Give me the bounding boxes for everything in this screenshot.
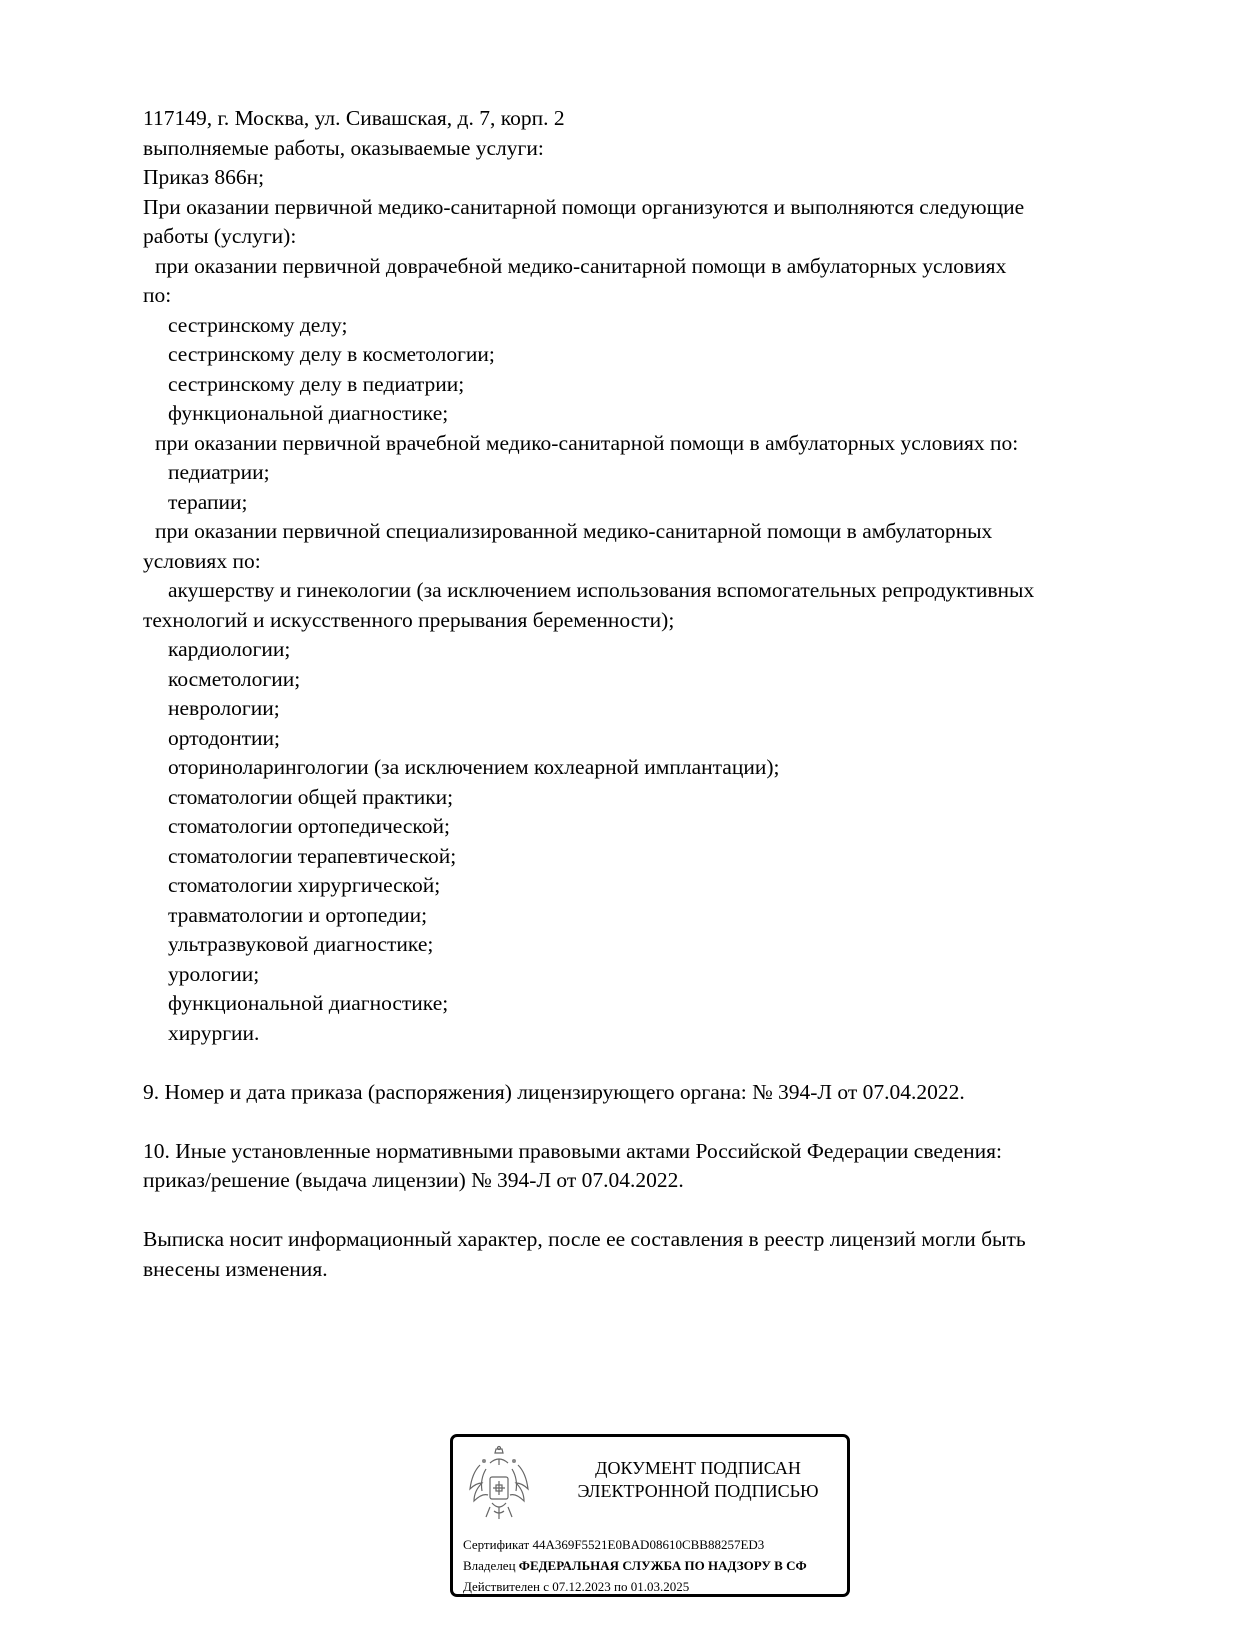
list-item: функциональной диагностике; (168, 401, 449, 425)
spacer (143, 1196, 1153, 1226)
intro-line-1: При оказании первичной медико-санитарной помощи организуются и выполняются следующие (143, 194, 1025, 219)
list-item: хирургии. (168, 1020, 260, 1045)
valid-label: Действителен (463, 1579, 540, 1594)
intro-line-2: работы (услуги): (143, 224, 297, 248)
list-item: стоматологии ортопедической; (168, 814, 451, 838)
certificate-row (463, 1534, 807, 1555)
owner-row (463, 1555, 807, 1576)
valid-value: с 07.12.2023 по 01.03.2025 (543, 1579, 690, 1594)
list-item: функциональной диагностике; (168, 991, 449, 1015)
section3-heading: при оказании первичной специализированной медико-санитарной помощи в амбулаторных (155, 519, 993, 543)
stamp-info (463, 1534, 807, 1597)
spacer (143, 1107, 1153, 1137)
list-item: ультразвуковой диагностике; (168, 932, 434, 956)
list-item-cont: технологий и искусственного прерывания беременности); (143, 607, 675, 632)
electronic-signature-stamp (450, 1434, 850, 1597)
list-item: педиатрии; (168, 460, 270, 484)
list-item: акушерству и гинекологии (за исключением использования вспомогательных репродуктивных (168, 578, 1035, 602)
address-line: 117149, г. Москва, ул. Сивашская, д. 7, корп. 2 (143, 106, 565, 130)
russian-coat-of-arms-icon (466, 1445, 532, 1523)
section3-heading-cont: условиях по: (143, 548, 261, 573)
owner-label: Владелец (463, 1558, 516, 1573)
stamp-title-line-2: ЭЛЕКТРОННОЙ ПОДПИСЬЮ (577, 1481, 819, 1501)
list-item: терапии; (168, 489, 248, 514)
list-item: урологии; (168, 961, 260, 986)
list-item: стоматологии общей практики; (168, 784, 454, 809)
item-10-line-1: 10. Иные установленные нормативными правовыми актами Российской Федерации сведения: (143, 1138, 1002, 1163)
works-label: выполняемые работы, оказываемые услуги: (143, 135, 544, 160)
owner-value: ФЕДЕРАЛЬНАЯ СЛУЖБА ПО НАДЗОРУ В СФ (518, 1558, 807, 1573)
note-line-1: Выписка носит информационный характер, после ее составления в реестр лицензий могли быть (143, 1227, 1026, 1251)
section1-heading: при оказании первичной доврачебной медико-санитарной помощи в амбулаторных условиях (155, 253, 1007, 278)
item-10-line-2: приказ/решение (выдача лицензии) № 394-Л от 07.04.2022. (143, 1168, 684, 1192)
list-item: стоматологии терапевтической; (168, 843, 457, 868)
list-item: косметологии; (168, 666, 301, 691)
list-item: стоматологии хирургической; (168, 873, 441, 897)
item-9: 9. Номер и дата приказа (распоряжения) лицензирующего органа: № 394-Л от 07.04.2022. (143, 1079, 965, 1104)
validity-row (463, 1576, 807, 1597)
list-item: неврологии; (168, 696, 280, 720)
list-item: сестринскому делу в педиатрии; (168, 371, 465, 396)
certificate-value: 44A369F5521E0BAD08610CBB88257ED3 (532, 1537, 765, 1552)
stamp-title (548, 1457, 848, 1503)
certificate-label: Сертификат (463, 1537, 530, 1552)
note-line-2: внесены изменения. (143, 1256, 328, 1281)
section2-heading: при оказании первичной врачебной медико-санитарной помощи в амбулаторных условиях по: (155, 430, 1019, 455)
list-item: сестринскому делу в косметологии; (168, 342, 495, 366)
list-item: травматологии и ортопедии; (168, 902, 428, 927)
section1-heading-cont: по: (143, 283, 172, 307)
stamp-title-line-1: ДОКУМЕНТ ПОДПИСАН (595, 1458, 801, 1478)
list-item: оториноларингологии (за исключением кохлеарной имплантации); (168, 755, 780, 779)
spacer (143, 1048, 1153, 1078)
document-body (143, 104, 1153, 1284)
list-item: кардиологии; (168, 637, 291, 661)
list-item: сестринскому делу; (168, 312, 348, 337)
list-item: ортодонтии; (168, 725, 281, 750)
order-line: Приказ 866н; (143, 165, 265, 189)
